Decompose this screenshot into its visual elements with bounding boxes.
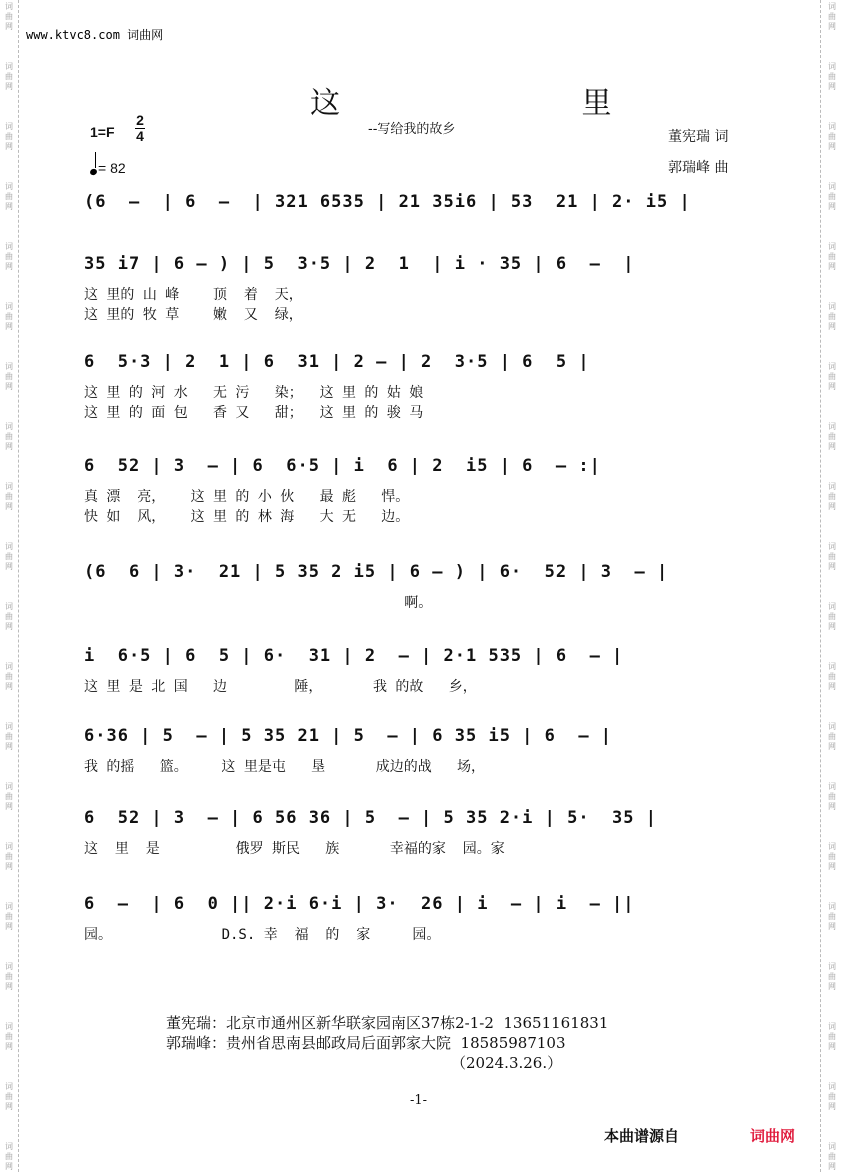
score-line-notes: (6 – | 6 – | 321 6535 | 21 35i6 | 53 21 | 2· i5 | bbox=[84, 192, 691, 212]
watermark-text: 词 曲 网 bbox=[828, 1082, 836, 1111]
source-label: 本曲谱源自 bbox=[604, 1127, 680, 1145]
lyric-line: 这 里 的 面 包 香 又 甜； 这 里 的 骏 马 bbox=[84, 405, 424, 421]
watermark-text: 词 曲 网 bbox=[5, 302, 13, 331]
song-title: 这 里 bbox=[310, 86, 728, 121]
lyric-line: 快 如 风， 这 里 的 林 海 大 无 边。 bbox=[84, 509, 410, 525]
watermark-text: 词 曲 网 bbox=[828, 842, 836, 871]
watermark-text: 词 曲 网 bbox=[5, 782, 13, 811]
composer-credit: 郭瑞峰 曲 bbox=[668, 160, 729, 176]
watermark-text: 词 曲 网 bbox=[5, 362, 13, 391]
site-url[interactable]: www.ktvc8.com 词曲网 bbox=[26, 28, 164, 42]
lyricist-credit: 董宪瑞 词 bbox=[668, 129, 729, 145]
lyricist-contact: 董宪瑞：北京市通州区新华联家园南区37栋2-1-2 13651161831 bbox=[166, 1014, 609, 1032]
watermark-text: 词 曲 网 bbox=[828, 722, 836, 751]
score-line-notes: i 6·5 | 6 5 | 6· 31 | 2 – | 2·1 535 | 6 – | bbox=[84, 646, 624, 666]
watermark-text: 词 曲 网 bbox=[828, 362, 836, 391]
watermark-text: 词 曲 网 bbox=[828, 782, 836, 811]
lyric-line: 这 里的 牧 草 嫩 又 绿， bbox=[84, 307, 303, 323]
watermark-text: 词 曲 网 bbox=[5, 542, 13, 571]
lyric-line: 我 的摇 篮。 这 里是屯 垦 成边的战 场， bbox=[84, 759, 486, 775]
watermark-text: 词 曲 网 bbox=[5, 602, 13, 631]
score-line-notes: 6·36 | 5 – | 5 35 21 | 5 – | 6 35 i5 | 6 – | bbox=[84, 726, 613, 746]
page-number: -1- bbox=[410, 1093, 428, 1108]
watermark-text: 词 曲 网 bbox=[5, 1022, 13, 1051]
watermark-text: 词 曲 网 bbox=[828, 422, 836, 451]
watermark-text: 词 曲 网 bbox=[5, 962, 13, 991]
watermark-text: 词 曲 网 bbox=[828, 1142, 836, 1171]
lyric-line: 这 里 的 河 水 无 污 染； 这 里 的 姑 娘 bbox=[84, 385, 424, 401]
time-signature-top: 2 bbox=[136, 112, 144, 128]
source-brand-link[interactable]: 词曲网 bbox=[750, 1127, 796, 1145]
watermark-text: 词 曲 网 bbox=[5, 62, 13, 91]
watermark-text: 词 曲 网 bbox=[5, 722, 13, 751]
score-line-notes: 6 52 | 3 – | 6 6·5 | i 6 | 2 i5 | 6 – :| bbox=[84, 456, 601, 476]
watermark-text: 词 曲 网 bbox=[828, 122, 836, 151]
watermark-text: 词 曲 网 bbox=[5, 902, 13, 931]
lyric-line: 啊。 bbox=[84, 595, 433, 611]
watermark-text: 词 曲 网 bbox=[5, 1082, 13, 1111]
score-line-notes: 6 5·3 | 2 1 | 6 31 | 2 – | 2 3·5 | 6 5 | bbox=[84, 352, 590, 372]
watermark-text: 词 曲 网 bbox=[5, 842, 13, 871]
watermark-text: 词 曲 网 bbox=[828, 62, 836, 91]
watermark-text: 词 曲 网 bbox=[5, 122, 13, 151]
tempo-value: = 82 bbox=[98, 160, 126, 176]
score-line-notes: (6 6 | 3· 21 | 5 35 2 i5 | 6 – ) | 6· 52 | 3 – | bbox=[84, 562, 669, 582]
watermark-text: 词 曲 网 bbox=[5, 662, 13, 691]
quarter-note-icon bbox=[89, 168, 98, 176]
song-subtitle: --写给我的故乡 bbox=[368, 122, 456, 137]
watermark-text: 词 曲 网 bbox=[828, 662, 836, 691]
tempo-marking bbox=[90, 157, 126, 176]
score-line-notes: 35 i7 | 6 – ) | 5 3·5 | 2 1 | i · 35 | 6 – | bbox=[84, 254, 635, 274]
watermark-text: 词 曲 网 bbox=[828, 182, 836, 211]
watermark-text: 词 曲 网 bbox=[828, 602, 836, 631]
watermark-strip-left bbox=[0, 0, 19, 1172]
watermark-text: 词 曲 网 bbox=[828, 302, 836, 331]
watermark-text: 词 曲 网 bbox=[5, 182, 13, 211]
watermark-text: 词 曲 网 bbox=[828, 962, 836, 991]
lyric-line: 这 里 是 北 国 边 陲， 我 的故 乡， bbox=[84, 679, 477, 695]
lyric-line: 这 里 是 俄罗 斯民 族 幸福的家 园。家 bbox=[84, 841, 505, 857]
time-signature bbox=[135, 114, 145, 143]
watermark-text: 词 曲 网 bbox=[828, 902, 836, 931]
watermark-text: 词 曲 网 bbox=[5, 2, 13, 31]
date-line: （2024.3.26.） bbox=[451, 1054, 563, 1072]
lyric-line: 这 里的 山 峰 顶 着 天， bbox=[84, 287, 303, 303]
score-line-notes: 6 52 | 3 – | 6 56 36 | 5 – | 5 35 2·i | 5· 35 | bbox=[84, 808, 657, 828]
key-signature: 1=F bbox=[90, 124, 115, 140]
watermark-text: 词 曲 网 bbox=[828, 2, 836, 31]
watermark-text: 词 曲 网 bbox=[5, 1142, 13, 1171]
contact-info bbox=[166, 1013, 608, 1073]
lyric-line: 真 漂 亮， 这 里 的 小 伙 最 彪 悍。 bbox=[84, 489, 410, 505]
watermark-strip-right bbox=[820, 0, 843, 1172]
score-line-notes: 6 – | 6 0 || 2·i 6·i | 3· 26 | i – | i – || bbox=[84, 894, 635, 914]
watermark-text: 词 曲 网 bbox=[828, 242, 836, 271]
composer-contact: 郭瑞峰：贵州省思南县邮政局后面郭家大院 18585987103 bbox=[166, 1034, 566, 1052]
watermark-text: 词 曲 网 bbox=[828, 542, 836, 571]
watermark-text: 词 曲 网 bbox=[5, 242, 13, 271]
lyric-line: 园。 D.S. 幸 福 的 家 园。 bbox=[84, 927, 441, 943]
watermark-text: 词 曲 网 bbox=[5, 422, 13, 451]
watermark-text: 词 曲 网 bbox=[828, 1022, 836, 1051]
watermark-text: 词 曲 网 bbox=[5, 482, 13, 511]
watermark-text: 词 曲 网 bbox=[828, 482, 836, 511]
time-signature-bottom: 4 bbox=[136, 128, 144, 144]
